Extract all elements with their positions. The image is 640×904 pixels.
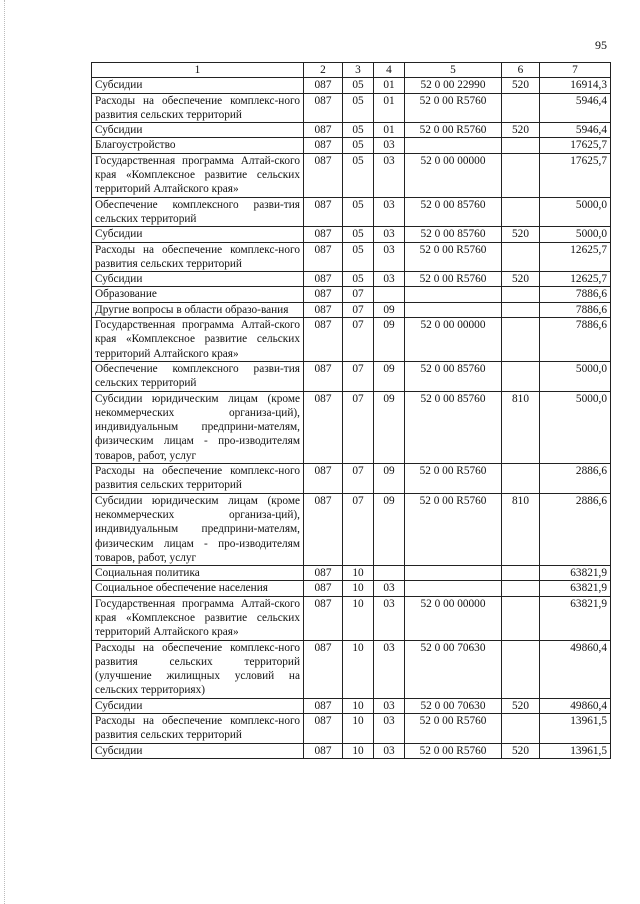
table-row — [92, 318, 611, 362]
cell-expense-type — [502, 302, 540, 317]
cell-expense-type — [502, 596, 540, 640]
cell-subsection: 03 — [374, 698, 405, 713]
cell-target-article: 52 0 00 85760 — [405, 361, 502, 391]
cell-section: 07 — [343, 318, 374, 362]
cell-section: 10 — [343, 640, 374, 698]
table-row — [92, 197, 611, 227]
cell-expense-type — [502, 318, 540, 362]
header-col-expense-type: 6 — [502, 63, 540, 78]
cell-expense-type — [502, 714, 540, 744]
cell-subsection: 03 — [374, 596, 405, 640]
cell-subsection: 03 — [374, 153, 405, 197]
cell-name: Обеспечение комплексного разви-тия сельских территорий — [92, 197, 304, 227]
cell-ministry: 087 — [304, 138, 343, 153]
cell-section: 05 — [343, 153, 374, 197]
table-row — [92, 391, 611, 463]
cell-section: 05 — [343, 78, 374, 93]
cell-ministry: 087 — [304, 698, 343, 713]
cell-amount: 5946,4 — [540, 93, 611, 123]
cell-section: 05 — [343, 272, 374, 287]
table-row — [92, 640, 611, 698]
cell-amount: 5946,4 — [540, 123, 611, 138]
cell-target-article — [405, 581, 502, 596]
header-col-target-article: 5 — [405, 63, 502, 78]
cell-amount: 63821,9 — [540, 566, 611, 581]
cell-amount: 5000,0 — [540, 361, 611, 391]
cell-ministry: 087 — [304, 318, 343, 362]
table-row — [92, 78, 611, 93]
cell-name: Социальное обеспечение населения — [92, 581, 304, 596]
cell-target-article: 52 0 00 R5760 — [405, 93, 502, 123]
scan-edge — [4, 0, 7, 904]
table-row — [92, 93, 611, 123]
cell-subsection: 01 — [374, 78, 405, 93]
cell-section: 07 — [343, 361, 374, 391]
cell-amount: 5000,0 — [540, 227, 611, 242]
cell-expense-type: 520 — [502, 698, 540, 713]
cell-name: Расходы на обеспечение комплекс-ного развития сельских территорий (улучшение жилищных условий на сельских территориях) — [92, 640, 304, 698]
table-row — [92, 743, 611, 758]
cell-ministry: 087 — [304, 464, 343, 494]
cell-ministry: 087 — [304, 361, 343, 391]
cell-ministry: 087 — [304, 272, 343, 287]
cell-amount: 12625,7 — [540, 242, 611, 272]
cell-subsection: 09 — [374, 361, 405, 391]
cell-section: 10 — [343, 596, 374, 640]
cell-target-article — [405, 287, 502, 302]
header-col-ministry: 2 — [304, 63, 343, 78]
cell-section: 05 — [343, 227, 374, 242]
header-col-amount: 7 — [540, 63, 611, 78]
cell-subsection: 03 — [374, 242, 405, 272]
cell-expense-type — [502, 287, 540, 302]
cell-amount: 7886,6 — [540, 318, 611, 362]
table-row — [92, 493, 611, 565]
cell-ministry: 087 — [304, 714, 343, 744]
cell-target-article: 52 0 00 00000 — [405, 153, 502, 197]
cell-expense-type: 810 — [502, 391, 540, 463]
cell-amount: 16914,3 — [540, 78, 611, 93]
cell-amount: 63821,9 — [540, 596, 611, 640]
table-body — [92, 78, 611, 759]
cell-section: 07 — [343, 464, 374, 494]
cell-ministry: 087 — [304, 123, 343, 138]
cell-amount: 17625,7 — [540, 138, 611, 153]
cell-target-article: 52 0 00 00000 — [405, 596, 502, 640]
cell-section: 05 — [343, 93, 374, 123]
cell-name: Субсидии юридическим лицам (кроме некоммерческих организа-ций), индивидуальным предприни-мателям, физическим лицам - про-изводителям товаров, работ, услуг — [92, 493, 304, 565]
cell-section: 07 — [343, 287, 374, 302]
cell-target-article — [405, 302, 502, 317]
header-col-name: 1 — [92, 63, 304, 78]
cell-ministry: 087 — [304, 227, 343, 242]
cell-expense-type — [502, 640, 540, 698]
cell-target-article: 52 0 00 R5760 — [405, 714, 502, 744]
cell-target-article: 52 0 00 R5760 — [405, 493, 502, 565]
cell-name: Обеспечение комплексного разви-тия сельских территорий — [92, 361, 304, 391]
cell-section: 10 — [343, 743, 374, 758]
cell-target-article: 52 0 00 R5760 — [405, 242, 502, 272]
cell-subsection: 09 — [374, 464, 405, 494]
cell-section: 05 — [343, 138, 374, 153]
cell-subsection: 09 — [374, 493, 405, 565]
cell-subsection — [374, 287, 405, 302]
page-number: 95 — [595, 38, 607, 52]
table-row — [92, 287, 611, 302]
cell-amount: 7886,6 — [540, 302, 611, 317]
cell-expense-type — [502, 153, 540, 197]
cell-ministry: 087 — [304, 391, 343, 463]
cell-target-article — [405, 566, 502, 581]
cell-expense-type: 520 — [502, 78, 540, 93]
cell-section: 05 — [343, 197, 374, 227]
cell-amount: 12625,7 — [540, 272, 611, 287]
cell-target-article: 52 0 00 85760 — [405, 227, 502, 242]
cell-subsection: 03 — [374, 227, 405, 242]
cell-section: 10 — [343, 581, 374, 596]
cell-target-article — [405, 138, 502, 153]
cell-subsection — [374, 566, 405, 581]
cell-subsection: 09 — [374, 302, 405, 317]
cell-amount: 49860,4 — [540, 640, 611, 698]
cell-expense-type: 520 — [502, 272, 540, 287]
cell-name: Государственная программа Алтай-ского края «Комплексное развитие сельских территорий Алтайского края» — [92, 318, 304, 362]
cell-name: Другие вопросы в области образо-вания — [92, 302, 304, 317]
cell-subsection: 01 — [374, 93, 405, 123]
cell-expense-type: 520 — [502, 743, 540, 758]
table-row — [92, 581, 611, 596]
table-row — [92, 714, 611, 744]
cell-section: 05 — [343, 242, 374, 272]
table-row — [92, 464, 611, 494]
cell-expense-type: 520 — [502, 123, 540, 138]
table-row — [92, 361, 611, 391]
cell-name: Субсидии — [92, 698, 304, 713]
cell-name: Расходы на обеспечение комплекс-ного развития сельских территорий — [92, 93, 304, 123]
table-row — [92, 123, 611, 138]
cell-amount: 2886,6 — [540, 493, 611, 565]
cell-target-article: 52 0 00 70630 — [405, 640, 502, 698]
cell-subsection: 09 — [374, 391, 405, 463]
cell-target-article: 52 0 00 R5760 — [405, 743, 502, 758]
cell-name: Социальная политика — [92, 566, 304, 581]
table-row — [92, 566, 611, 581]
cell-name: Субсидии — [92, 272, 304, 287]
cell-section: 10 — [343, 714, 374, 744]
cell-name: Образование — [92, 287, 304, 302]
table-row — [92, 227, 611, 242]
cell-expense-type — [502, 361, 540, 391]
cell-name: Субсидии — [92, 743, 304, 758]
cell-target-article: 52 0 00 22990 — [405, 78, 502, 93]
cell-ministry: 087 — [304, 640, 343, 698]
cell-subsection: 09 — [374, 318, 405, 362]
cell-name: Субсидии — [92, 227, 304, 242]
cell-name: Расходы на обеспечение комплекс-ного развития сельских территорий — [92, 714, 304, 744]
cell-name: Благоустройство — [92, 138, 304, 153]
cell-amount: 5000,0 — [540, 391, 611, 463]
cell-subsection: 03 — [374, 581, 405, 596]
cell-ministry: 087 — [304, 596, 343, 640]
cell-name: Государственная программа Алтай-ского края «Комплексное развитие сельских территорий Алтайского края» — [92, 153, 304, 197]
table-row — [92, 242, 611, 272]
cell-amount: 2886,6 — [540, 464, 611, 494]
cell-ministry: 087 — [304, 197, 343, 227]
cell-expense-type: 810 — [502, 493, 540, 565]
header-col-subsection: 4 — [374, 63, 405, 78]
cell-target-article: 52 0 00 70630 — [405, 698, 502, 713]
cell-section: 07 — [343, 391, 374, 463]
cell-section: 10 — [343, 566, 374, 581]
cell-target-article: 52 0 00 R5760 — [405, 464, 502, 494]
cell-expense-type — [502, 581, 540, 596]
cell-name: Расходы на обеспечение комплекс-ного развития сельских территорий — [92, 464, 304, 494]
cell-expense-type — [502, 93, 540, 123]
cell-ministry: 087 — [304, 566, 343, 581]
cell-section: 10 — [343, 698, 374, 713]
cell-ministry: 087 — [304, 242, 343, 272]
cell-ministry: 087 — [304, 287, 343, 302]
cell-amount: 5000,0 — [540, 197, 611, 227]
cell-subsection: 03 — [374, 743, 405, 758]
cell-subsection: 01 — [374, 123, 405, 138]
cell-amount: 13961,5 — [540, 743, 611, 758]
cell-name: Государственная программа Алтай-ского края «Комплексное развитие сельских территорий Алтайского края» — [92, 596, 304, 640]
cell-ministry: 087 — [304, 493, 343, 565]
cell-target-article: 52 0 00 85760 — [405, 197, 502, 227]
cell-section: 07 — [343, 302, 374, 317]
cell-expense-type — [502, 242, 540, 272]
cell-expense-type — [502, 464, 540, 494]
cell-amount: 17625,7 — [540, 153, 611, 197]
table-header-row — [92, 63, 611, 78]
cell-ministry: 087 — [304, 153, 343, 197]
cell-target-article: 52 0 00 85760 — [405, 391, 502, 463]
cell-ministry: 087 — [304, 78, 343, 93]
budget-table — [91, 62, 611, 759]
cell-name: Субсидии — [92, 123, 304, 138]
cell-section: 07 — [343, 493, 374, 565]
cell-target-article: 52 0 00 R5760 — [405, 272, 502, 287]
cell-amount: 7886,6 — [540, 287, 611, 302]
cell-subsection: 03 — [374, 138, 405, 153]
header-col-section: 3 — [343, 63, 374, 78]
cell-subsection: 03 — [374, 714, 405, 744]
table-row — [92, 272, 611, 287]
cell-target-article: 52 0 00 R5760 — [405, 123, 502, 138]
cell-amount: 63821,9 — [540, 581, 611, 596]
cell-ministry: 087 — [304, 581, 343, 596]
cell-ministry: 087 — [304, 302, 343, 317]
cell-amount: 13961,5 — [540, 714, 611, 744]
cell-name: Расходы на обеспечение комплекс-ного развития сельских территорий — [92, 242, 304, 272]
table-row — [92, 302, 611, 317]
table-row — [92, 138, 611, 153]
cell-expense-type — [502, 138, 540, 153]
table-row — [92, 153, 611, 197]
cell-expense-type — [502, 197, 540, 227]
cell-section: 05 — [343, 123, 374, 138]
cell-subsection: 03 — [374, 272, 405, 287]
cell-amount: 49860,4 — [540, 698, 611, 713]
table-row — [92, 698, 611, 713]
table-row — [92, 596, 611, 640]
cell-name: Субсидии — [92, 78, 304, 93]
cell-subsection: 03 — [374, 197, 405, 227]
cell-name: Субсидии юридическим лицам (кроме некоммерческих организа-ций), индивидуальным предприни-мателям, физическим лицам - про-изводителям товаров, работ, услуг — [92, 391, 304, 463]
cell-ministry: 087 — [304, 743, 343, 758]
cell-expense-type: 520 — [502, 227, 540, 242]
cell-subsection: 03 — [374, 640, 405, 698]
cell-expense-type — [502, 566, 540, 581]
cell-ministry: 087 — [304, 93, 343, 123]
cell-target-article: 52 0 00 00000 — [405, 318, 502, 362]
